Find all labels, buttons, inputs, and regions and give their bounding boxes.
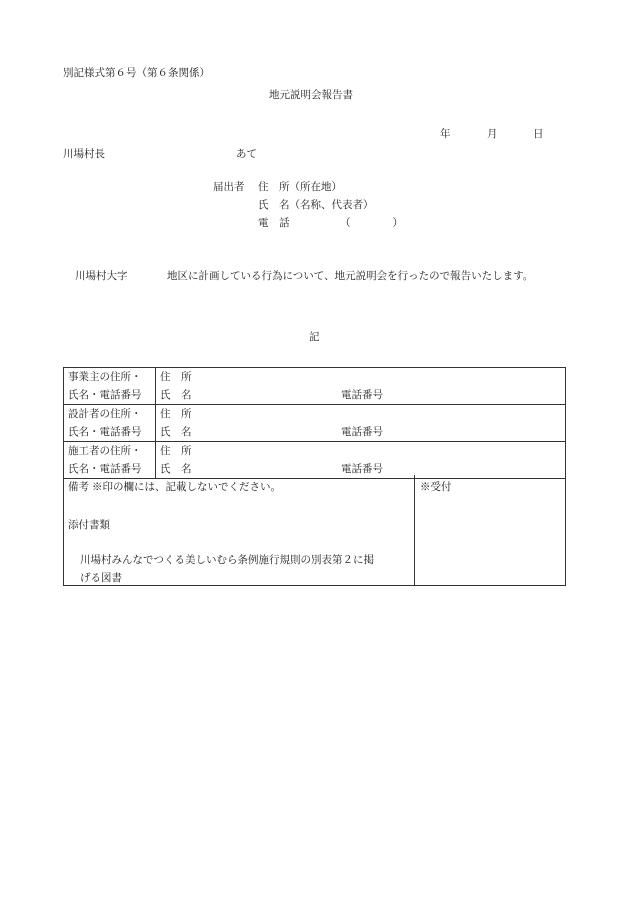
form-number: 別記様式第６号（第６条関係） (63, 67, 210, 79)
applicant-name-label: 氏 名（名称、代表者） (258, 199, 374, 211)
row-value-cell (156, 405, 566, 442)
party-info-table (63, 367, 566, 479)
address-field: 住 所 (160, 371, 192, 383)
body-lead: 川場村大字 (75, 270, 128, 282)
date-year: 年 (440, 128, 451, 140)
reception-label: ※受付 (420, 481, 452, 493)
attachment-line1: 川場村みんなでつくる美しいむら条例施行規則の別表第２に掲 (80, 554, 374, 566)
date-month: 月 (487, 128, 498, 140)
attachments-title: 添付書類 (68, 519, 110, 531)
row-label-line2: 氏名・電話番号 (68, 389, 142, 401)
applicant-phone-label: 電 話 (258, 217, 290, 229)
address-field: 住 所 (160, 445, 192, 457)
name-field: 氏 名 (160, 463, 192, 475)
row-label-cell (64, 368, 156, 405)
document-title: 地元説明会報告書 (269, 89, 353, 101)
body-text: 地区に計画している行為について、地元説明会を行ったので報告いたします。 (167, 270, 534, 282)
address-field: 住 所 (160, 408, 192, 420)
recipient-name: 川場村長 (63, 148, 105, 160)
applicant-address-label: 住 所（所在地） (258, 181, 342, 193)
row-label-cell (64, 442, 156, 479)
phone-field: 電話番号 (341, 426, 383, 438)
name-field: 氏 名 (160, 426, 192, 438)
remarks-divider (414, 475, 415, 585)
row-label-line2: 氏名・電話番号 (68, 463, 142, 475)
row-label-line1: 施工者の住所・ (68, 445, 142, 457)
row-value-cell (156, 442, 566, 479)
recipient-suffix: あて (236, 148, 257, 160)
row-label-line2: 氏名・電話番号 (68, 426, 142, 438)
applicant-phone-parens: （ ） (340, 217, 403, 229)
date-day: 日 (533, 128, 544, 140)
table-row (64, 442, 566, 479)
attachment-line2: げる図書 (80, 572, 122, 584)
phone-field: 電話番号 (341, 463, 383, 475)
phone-field: 電話番号 (341, 389, 383, 401)
table-row (64, 405, 566, 442)
row-label-line1: 設計者の住所・ (68, 408, 142, 420)
table-row (64, 368, 566, 405)
name-field: 氏 名 (160, 389, 192, 401)
ki-heading: 記 (309, 331, 320, 343)
remarks-box (63, 475, 566, 586)
row-label-cell (64, 405, 156, 442)
remarks-note: ※印の欄には、記載しないでください。 (92, 481, 281, 493)
row-label-line1: 事業主の住所・ (68, 371, 142, 383)
applicant-label: 届出者 (213, 181, 245, 193)
row-value-cell (156, 368, 566, 405)
remarks-label: 備考 (68, 481, 89, 493)
